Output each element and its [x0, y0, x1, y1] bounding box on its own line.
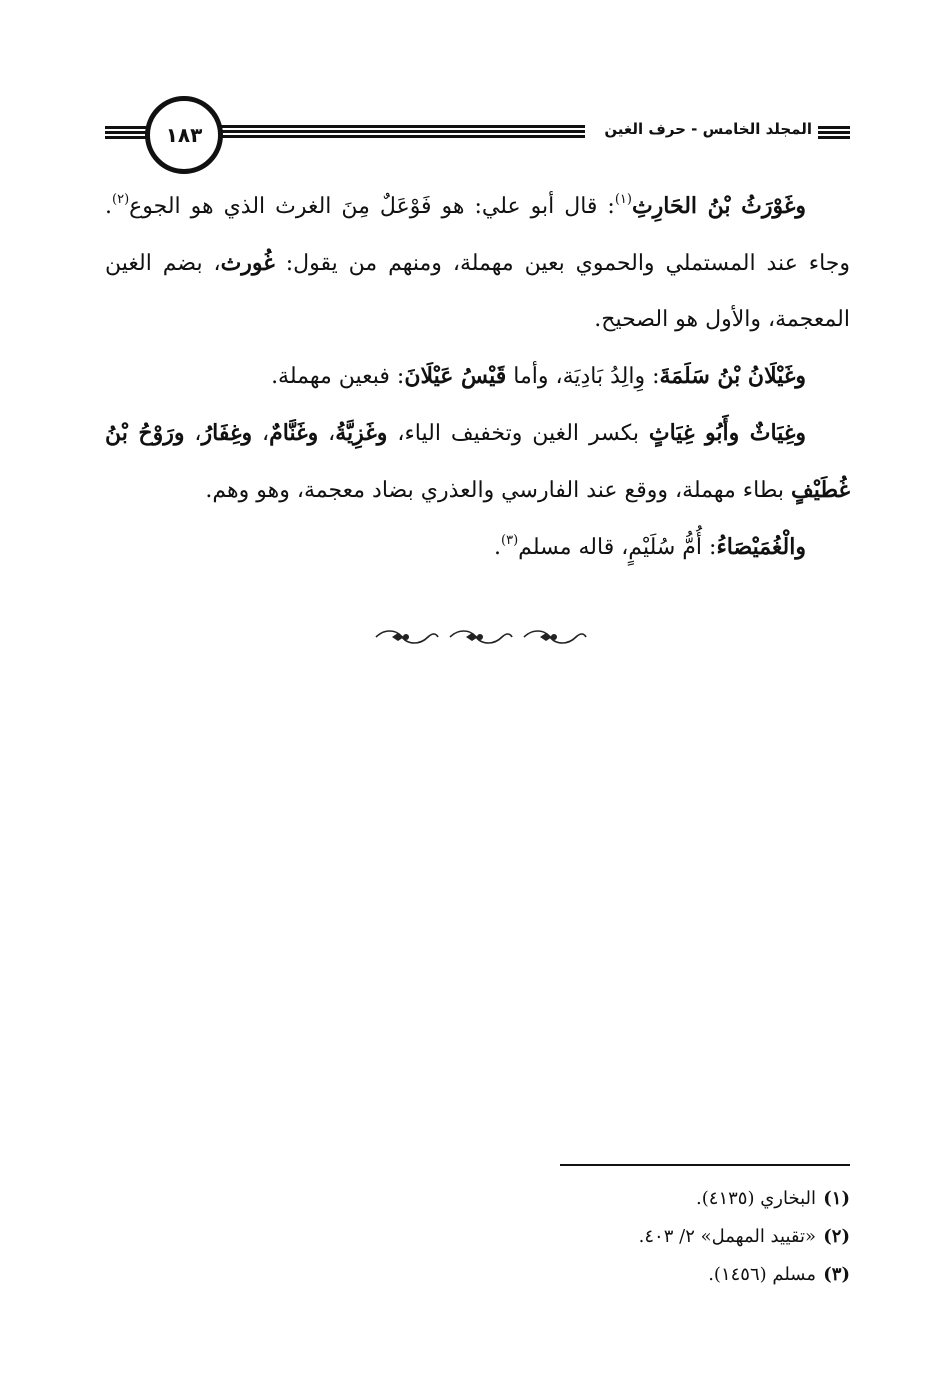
footnote-item [639, 1180, 850, 1218]
paragraph-text: بطاء مهملة، ووقع عند الفارسي والعذري بضاد معجمة، وهو وهم. [205, 478, 785, 503]
footnote-item [639, 1218, 850, 1256]
separator: ، [262, 421, 270, 446]
footnote-text: مسلم (١٤٥٦). [708, 1264, 816, 1285]
footnote-marker: (٣) [501, 533, 519, 548]
separator: ، [328, 421, 336, 446]
paragraph-text: . وجاء عند المستملي والحموي بعين مهملة، ومنهم من يقول: [105, 194, 851, 276]
footnote-number: (١) [823, 1188, 850, 1209]
footnote-marker: (١) [614, 192, 632, 207]
entry-name: وغَنَّامٌ [269, 420, 319, 446]
paragraph-text: : وِالِدُ بَادِيَة، وأما [513, 364, 660, 389]
entry-name: وغَزِيَّةُ [335, 420, 388, 446]
entry-name: وغَوْرَثُ بْنُ الحَارِثِ [631, 193, 806, 219]
header-rule-left [105, 126, 150, 141]
footnote-item [639, 1256, 850, 1294]
paragraph-text: : أُمُّ سُلَيْمٍ، قاله مسلم [518, 535, 717, 560]
ornament-flourish-icon [372, 627, 440, 647]
header-rule-middle [212, 125, 585, 140]
footnote-text: البخاري (٤١٣٥). [696, 1188, 816, 1209]
paragraph-ghawrath [105, 178, 850, 348]
footnote-number: (٣) [823, 1264, 850, 1285]
separator: ، [194, 421, 202, 446]
footnote-divider [560, 1164, 850, 1166]
footnote-text: «تقييد المهمل» ٢/ ٤٠٣. [638, 1226, 816, 1247]
paragraph-text: : فبعين مهملة. [271, 364, 405, 389]
paragraph-ghumaysa [105, 519, 850, 576]
paragraph-ghaylan [105, 348, 850, 405]
paragraph-text: : قال أبو علي: هو فَوْعَلٌ مِنَ الغرث الذي هو الجوع [129, 194, 615, 219]
main-text [105, 178, 850, 576]
paragraph-end: . [494, 535, 502, 560]
paragraph-ghiyath [105, 405, 850, 519]
paragraph-text: بكسر الغين وتخفيف الياء، [397, 421, 639, 446]
running-title: المجلد الخامس - حرف الغين [604, 120, 812, 138]
entry-name: ورَوْحُ بْنُ غُطَيْفٍ [105, 420, 850, 503]
ornament-flourish-icon [520, 627, 588, 647]
entry-name: والْغُمَيْصَاءُ [716, 534, 806, 560]
entry-name: غُورث [220, 250, 275, 276]
section-end-ornament-icon [370, 625, 590, 649]
entry-name: وغِيَاثٌ وأَبُو غِيَاثٍ [648, 420, 806, 446]
entry-name: وغِفَارُ [201, 420, 253, 446]
footnotes [639, 1180, 850, 1294]
entry-name: قَيْسُ عَيْلَانَ [404, 363, 507, 389]
footnote-marker: (٢) [112, 192, 130, 207]
ornament-flourish-icon [446, 627, 514, 647]
paragraph-text: ، بضم الغين المعجمة، والأول هو الصحيح. [105, 251, 850, 332]
entry-name: وغَيْلَانُ بْنُ سَلَمَةَ [659, 363, 806, 389]
footnote-number: (٢) [823, 1226, 850, 1247]
page-number: ١٨٣ [145, 96, 223, 174]
